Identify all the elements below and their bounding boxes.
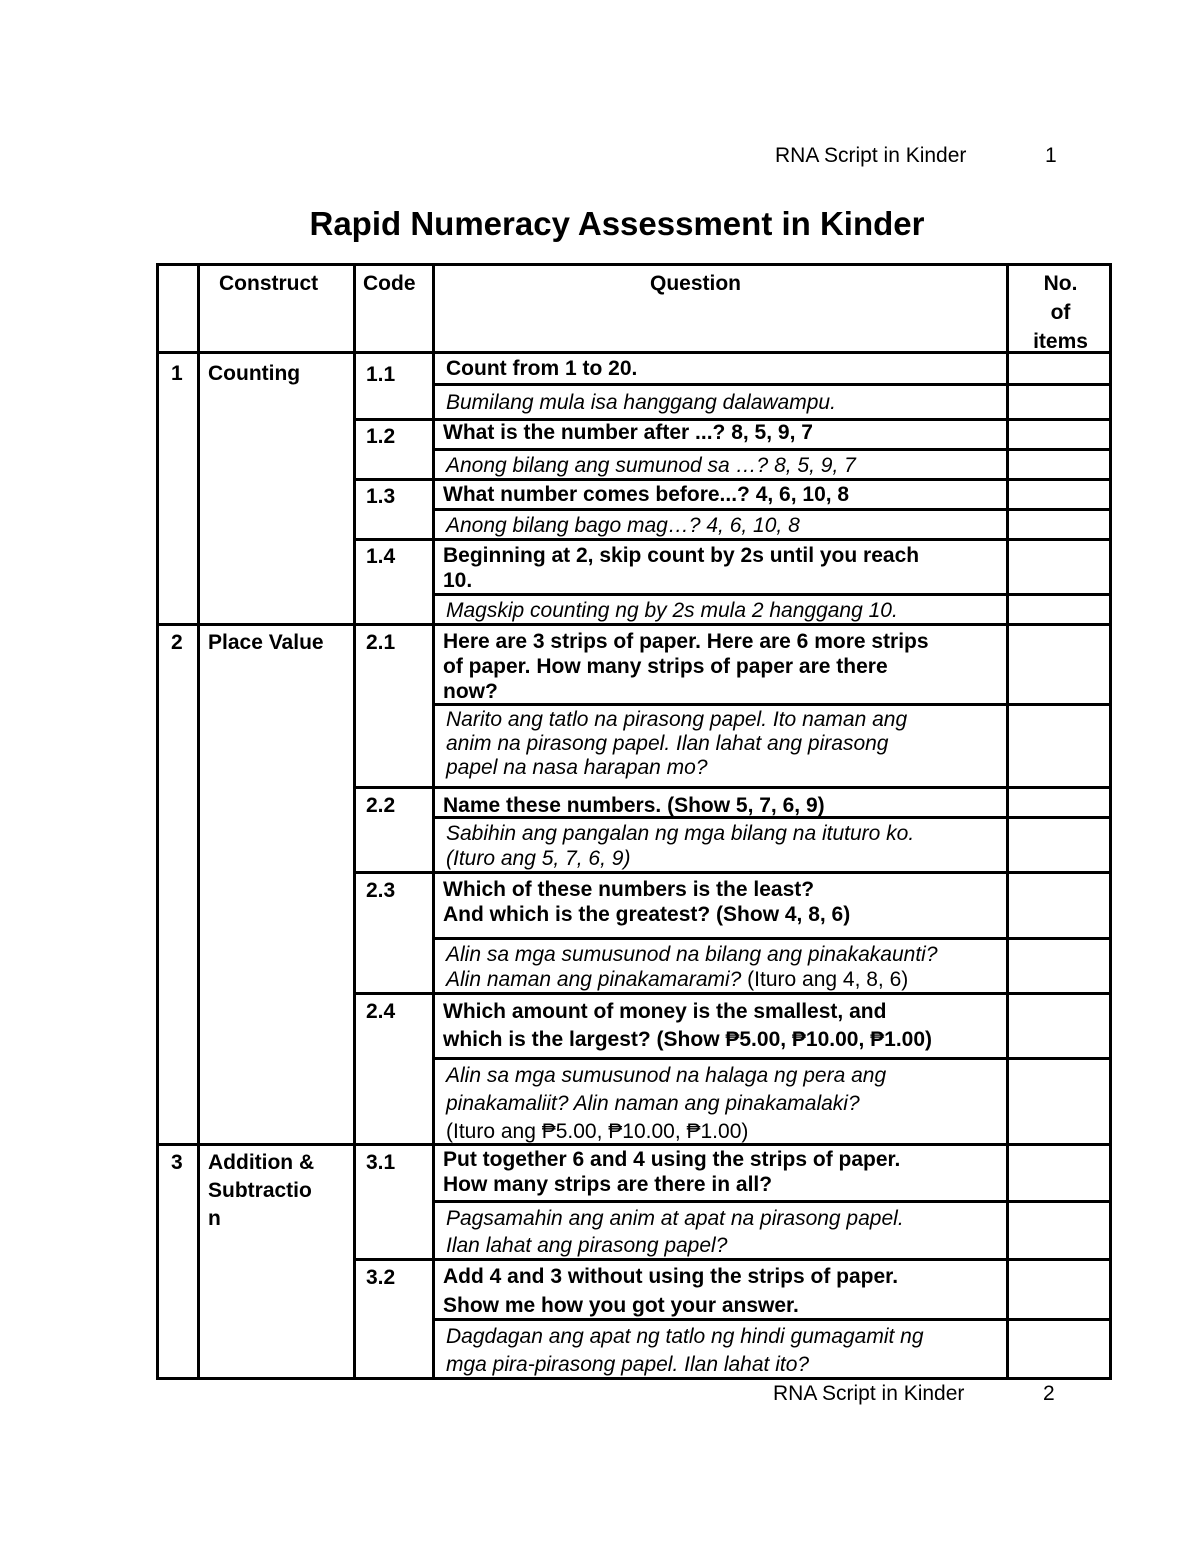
- row-rule: [432, 1200, 1109, 1203]
- question-filipino: Alin sa mga sumusunod na bilang ang pinakakaunti?: [446, 943, 938, 966]
- question-filipino: mga pira-pirasong papel. Ilan lahat ito?: [446, 1353, 810, 1376]
- section-rule: [159, 623, 1109, 626]
- construct-label: Counting: [208, 362, 301, 385]
- question-english: And which is the greatest? (Show 4, 8, 6): [443, 903, 851, 926]
- question-english: Put together 6 and 4 using the strips of paper.: [443, 1148, 901, 1171]
- question-filipino: [446, 967, 908, 992]
- row-rule: [432, 937, 1109, 940]
- row-rule: [353, 992, 1109, 995]
- row-rule: [432, 383, 1109, 386]
- question-filipino: Sabihin ang pangalan ng mga bilang na ituturo ko.: [446, 822, 915, 845]
- question-filipino: Magskip counting ng by 2s mula 2 hanggang 10.: [446, 599, 898, 622]
- question-english: which is the largest? (Show ₱5.00, ₱10.00, ₱1.00): [443, 1028, 933, 1051]
- construct-label: Place Value: [208, 631, 324, 654]
- construct-label: Subtractio: [208, 1179, 312, 1202]
- section-number: 1: [171, 362, 183, 385]
- question-filipino: Alin sa mga sumusunod na halaga ng pera ang: [446, 1064, 887, 1087]
- code-cell: 1.3: [366, 485, 396, 508]
- row-rule: [432, 448, 1109, 451]
- column-divider: [1006, 266, 1009, 1377]
- construct-label: n: [208, 1207, 221, 1230]
- question-english: Count from 1 to 20.: [446, 357, 638, 380]
- question-english: What is the number after ...? 8, 5, 9, 7: [443, 421, 813, 444]
- column-divider: [197, 266, 200, 1377]
- code-cell: 1.1: [366, 363, 396, 386]
- row-rule: [432, 703, 1109, 706]
- question-filipino: (Ituro ang 5, 7, 6, 9): [446, 847, 631, 870]
- question-filipino: Ilan lahat ang pirasong papel?: [446, 1234, 728, 1257]
- column-divider: [353, 266, 356, 1377]
- question-english: Add 4 and 3 without using the strips of paper.: [443, 1265, 899, 1288]
- question-filipino: Anong bilang ang sumunod sa …? 8, 5, 9, 7: [446, 454, 856, 477]
- row-rule: [432, 1057, 1109, 1060]
- question-filipino: Narito ang tatlo na pirasong papel. Ito naman ang: [446, 708, 908, 731]
- column-header-question: Question: [650, 272, 742, 295]
- question-english: Beginning at 2, skip count by 2s until you reach: [443, 544, 920, 567]
- question-english: What number comes before...? 4, 6, 10, 8: [443, 483, 850, 506]
- question-filipino-part: Alin naman ang pinakamarami?: [446, 968, 742, 991]
- section-number: 3: [171, 1151, 183, 1174]
- question-english: Here are 3 strips of paper. Here are 6 more strips: [443, 630, 929, 653]
- question-english: of paper. How many strips of paper are there: [443, 655, 888, 678]
- row-rule: [353, 1258, 1109, 1261]
- question-english: How many strips are there in all?: [443, 1173, 773, 1196]
- question-filipino: anim na pirasong papel. Ilan lahat ang pirasong: [446, 732, 889, 755]
- question-filipino: Bumilang mula isa hanggang dalawampu.: [446, 391, 836, 414]
- question-english: now?: [443, 680, 498, 703]
- row-rule: [432, 593, 1109, 596]
- row-rule: [432, 1318, 1109, 1321]
- code-cell: 2.3: [366, 879, 396, 902]
- assessment-table: [156, 263, 1112, 1380]
- code-cell: 1.2: [366, 425, 396, 448]
- row-rule: [353, 538, 1109, 541]
- question-filipino: pinakamaliit? Alin naman ang pinakamalaki?: [446, 1092, 860, 1115]
- header-row-rule: [159, 351, 1109, 354]
- page-number: 1: [1045, 144, 1057, 167]
- row-rule: [432, 508, 1109, 511]
- column-header-code: Code: [363, 272, 416, 295]
- header-text: RNA Script in Kinder: [775, 144, 967, 167]
- document-title: Rapid Numeracy Assessment in Kinder: [309, 205, 925, 242]
- code-cell: 2.2: [366, 794, 396, 817]
- question-filipino: Anong bilang bago mag…? 4, 6, 10, 8: [446, 514, 800, 537]
- column-header-items: No.: [1043, 272, 1078, 295]
- code-cell: 3.2: [366, 1266, 396, 1289]
- code-cell: 3.1: [366, 1151, 396, 1174]
- column-header-items: of: [1050, 301, 1071, 324]
- question-filipino: (Ituro ang ₱5.00, ₱10.00, ₱1.00): [446, 1120, 749, 1143]
- question-english: Which amount of money is the smallest, and: [443, 1000, 887, 1023]
- code-cell: 1.4: [366, 545, 396, 568]
- header-text: RNA Script in Kinder: [773, 1382, 965, 1405]
- construct-label: Addition &: [208, 1151, 315, 1174]
- column-divider: [432, 266, 435, 1377]
- section-number: 2: [171, 631, 183, 654]
- row-rule: [353, 871, 1109, 874]
- question-english: Name these numbers. (Show 5, 7, 6, 9): [443, 794, 825, 817]
- question-english: 10.: [443, 569, 473, 592]
- question-filipino: Pagsamahin ang anim at apat na pirasong papel.: [446, 1207, 904, 1230]
- column-header-construct: Construct: [219, 272, 319, 295]
- code-cell: 2.1: [366, 631, 396, 654]
- row-rule: [353, 478, 1109, 481]
- page-number: 2: [1043, 1382, 1055, 1405]
- question-filipino: papel na nasa harapan mo?: [446, 756, 708, 779]
- question-english: Show me how you got your answer.: [443, 1294, 799, 1317]
- question-english: Which of these numbers is the least?: [443, 878, 815, 901]
- column-header-items: items: [1033, 330, 1088, 353]
- question-filipino-part: (Ituro ang 4, 8, 6): [741, 968, 909, 991]
- code-cell: 2.4: [366, 1000, 396, 1023]
- row-rule: [353, 786, 1109, 789]
- question-filipino: Dagdagan ang apat ng tatlo ng hindi gumagamit ng: [446, 1325, 924, 1348]
